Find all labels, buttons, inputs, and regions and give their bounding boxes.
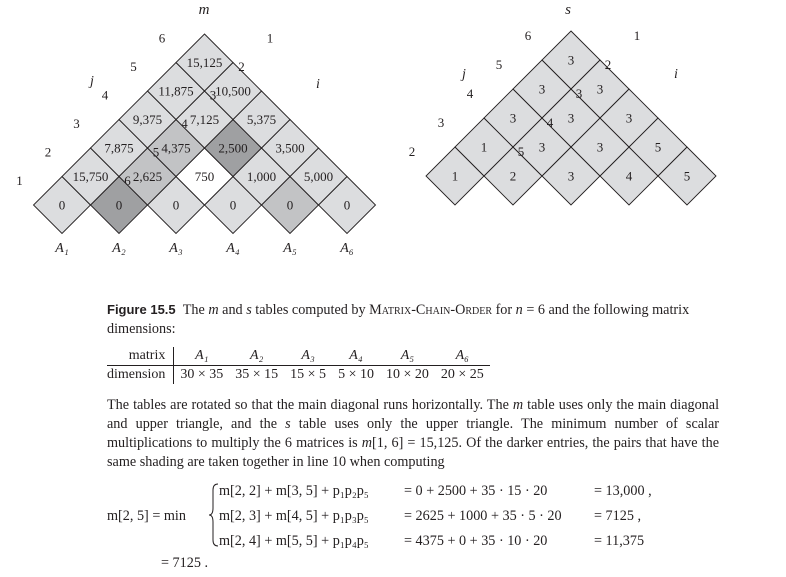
cell-value: 2,500: [218, 140, 248, 156]
m-i-label: 3: [209, 87, 217, 103]
cell-value: 7,125: [189, 112, 220, 127]
equation-term: m[2, 4] + m[5, 5] + p₁p₄p₅: [219, 533, 369, 549]
matrix-label: A₆: [340, 241, 354, 256]
equation-calc: = 4375 + 0 + 35 · 10 · 20: [404, 533, 548, 549]
cell-value: 5,375: [246, 112, 277, 127]
m-j-label: 1: [16, 173, 23, 188]
matrix-label: A₅: [283, 241, 297, 256]
s-j-label: 5: [495, 57, 503, 72]
paragraph-m: m: [512, 397, 524, 413]
m-axis-i: i: [316, 77, 320, 92]
cell-value: 9,375: [132, 112, 163, 127]
dims-matrix: A₅: [380, 347, 435, 366]
dims-value: 20 × 25: [440, 367, 484, 382]
m-i-label: 5: [152, 144, 160, 160]
dims-value-row: [107, 366, 490, 385]
m-table: [34, 34, 376, 234]
left-brace-icon: [209, 483, 219, 547]
m-j-label: 2: [44, 144, 52, 160]
dims-value: 30 × 35: [180, 367, 224, 382]
s-i-label: 2: [604, 57, 612, 72]
s-table-title: s: [565, 2, 571, 18]
cell-value: 15,750: [72, 169, 109, 184]
matrix-label: A₄: [226, 241, 240, 256]
paragraph-m: m: [361, 435, 373, 451]
cell-value: 4,375: [161, 140, 191, 156]
m-i-label: 6: [124, 173, 131, 188]
equation-term: m[2, 3] + m[4, 5] + p₁p₃p₅: [219, 508, 369, 524]
cell-value: 7,875: [104, 140, 134, 156]
equation-calc: = 2625 + 1000 + 35 · 5 · 20: [404, 508, 562, 524]
cell-value: 0: [229, 197, 237, 213]
equation-result: = 11,375: [594, 533, 645, 549]
s-i-label: 5: [517, 144, 525, 159]
equation-result: = 7125 ,: [594, 508, 642, 524]
caption-text: = 6 and the following matrix dimensions:: [107, 302, 690, 337]
caption-text: The: [182, 302, 209, 318]
equation-result: = 13,000 ,: [594, 483, 652, 499]
paragraph-text: [1, 6] = 15,125. Of the darker entries, the pairs that have the same shading are taken together in line 10 when computing: [107, 435, 719, 470]
m-j-label: 3: [73, 116, 80, 131]
dims-matrix: A₁: [174, 347, 229, 366]
cell-value: 0: [172, 197, 180, 213]
dims-value: 10 × 20: [385, 367, 429, 382]
paragraph-text: The tables are rotated so that the main diagonal runs horizontally. The: [107, 397, 513, 413]
m-i-label: 2: [238, 59, 245, 74]
cell-value: 3,500: [275, 140, 305, 156]
caption-text: tables computed by: [251, 302, 370, 318]
cell-value: 5,000: [303, 169, 334, 184]
cell-value: 3: [625, 110, 633, 126]
cell-value: 5: [683, 168, 691, 184]
m-table-title: m: [198, 2, 210, 18]
cell-value: 3: [567, 168, 575, 184]
dims-matrix: A₃: [284, 347, 332, 366]
equation-final: = 7125 .: [161, 555, 209, 571]
caption-s: s: [246, 302, 252, 318]
equation-term: m[2, 2] + m[3, 5] + p₁p₂p₅: [219, 483, 369, 499]
s-i-label: 1: [633, 28, 641, 43]
s-axis-j: j: [462, 67, 466, 82]
m-j-label: 4: [101, 87, 109, 103]
caption-label: Figure 15.5: [107, 302, 176, 317]
dims-header-row: [107, 347, 490, 366]
paragraph-text: table uses only the main diagonal and upper triangle, and the: [107, 397, 720, 432]
cell-value: 10,500: [215, 83, 251, 99]
cell-value: 0: [58, 197, 66, 213]
cell-value: 0: [115, 197, 123, 213]
cell-value: 1: [480, 139, 488, 155]
m-j-label: 5: [130, 59, 137, 74]
cell-value: 2: [509, 168, 517, 184]
body-paragraph: [107, 396, 719, 472]
cell-value: 1,000: [246, 169, 277, 184]
cell-value: 1: [451, 168, 459, 184]
s-j-label: 6: [524, 28, 532, 43]
cell-value: 11,875: [158, 83, 194, 99]
cell-value: 0: [286, 197, 294, 213]
caption-algorithm: Matrix-Chain-Order: [369, 302, 493, 318]
dims-matrix: A₄: [332, 347, 380, 366]
dims-head-label: matrix: [107, 347, 174, 366]
dims-matrix: A₆: [435, 347, 490, 366]
equation-block: [107, 483, 707, 573]
figure-caption: [107, 300, 719, 339]
dimensions-table: [107, 347, 490, 384]
paragraph-text: table uses only the upper triangle. The minimum number of scalar multiplications to multiply the 6 matrices is: [107, 416, 719, 451]
cell-value: 3: [567, 110, 575, 126]
cell-value: 3: [538, 139, 546, 155]
s-j-label: 2: [408, 144, 416, 159]
dims-value: 15 × 5: [290, 367, 327, 382]
m-j-label: 6: [158, 30, 166, 46]
equation-calc: = 0 + 2500 + 35 · 15 · 20: [404, 483, 548, 499]
dims-matrix: A₂: [229, 347, 284, 366]
s-i-label: 4: [546, 115, 554, 130]
cell-value: 2,625: [132, 169, 163, 184]
cell-value: 15,125: [186, 55, 223, 70]
dims-value: 5 × 10: [338, 367, 374, 382]
cell-value: 3: [596, 139, 604, 155]
s-j-label: 4: [466, 86, 474, 101]
s-j-label: 3: [437, 115, 445, 130]
m-i-label: 4: [181, 116, 188, 131]
matrix-labels: [54, 241, 354, 256]
dims-value: 35 × 15: [235, 367, 279, 382]
s-axis-i: i: [674, 67, 678, 82]
cell-value: 750: [194, 169, 215, 184]
paragraph-s: s: [285, 416, 291, 432]
s-i-label: 3: [575, 86, 583, 101]
cell-value: 3: [538, 81, 546, 97]
matrix-label: A₃: [169, 241, 183, 256]
caption-text: for: [492, 302, 516, 318]
matrix-label: A₁: [55, 241, 69, 256]
cell-value: 5: [654, 139, 662, 155]
s-table: [426, 31, 716, 205]
m-axis-j: j: [90, 74, 94, 89]
cell-value: 3: [567, 52, 575, 68]
cell-value: 4: [625, 168, 633, 184]
m-i-label: 1: [266, 30, 274, 46]
cell-value: 3: [596, 81, 604, 97]
cell-value: 0: [343, 197, 351, 213]
equation-lhs: m[2, 5] = min: [107, 508, 186, 524]
cell-value: 3: [509, 110, 517, 126]
matrix-label: A₂: [112, 241, 126, 256]
dims-row-label: dimension: [107, 366, 174, 385]
caption-text: and: [218, 302, 247, 318]
caption-n: n: [515, 302, 523, 318]
caption-m: m: [208, 302, 219, 318]
